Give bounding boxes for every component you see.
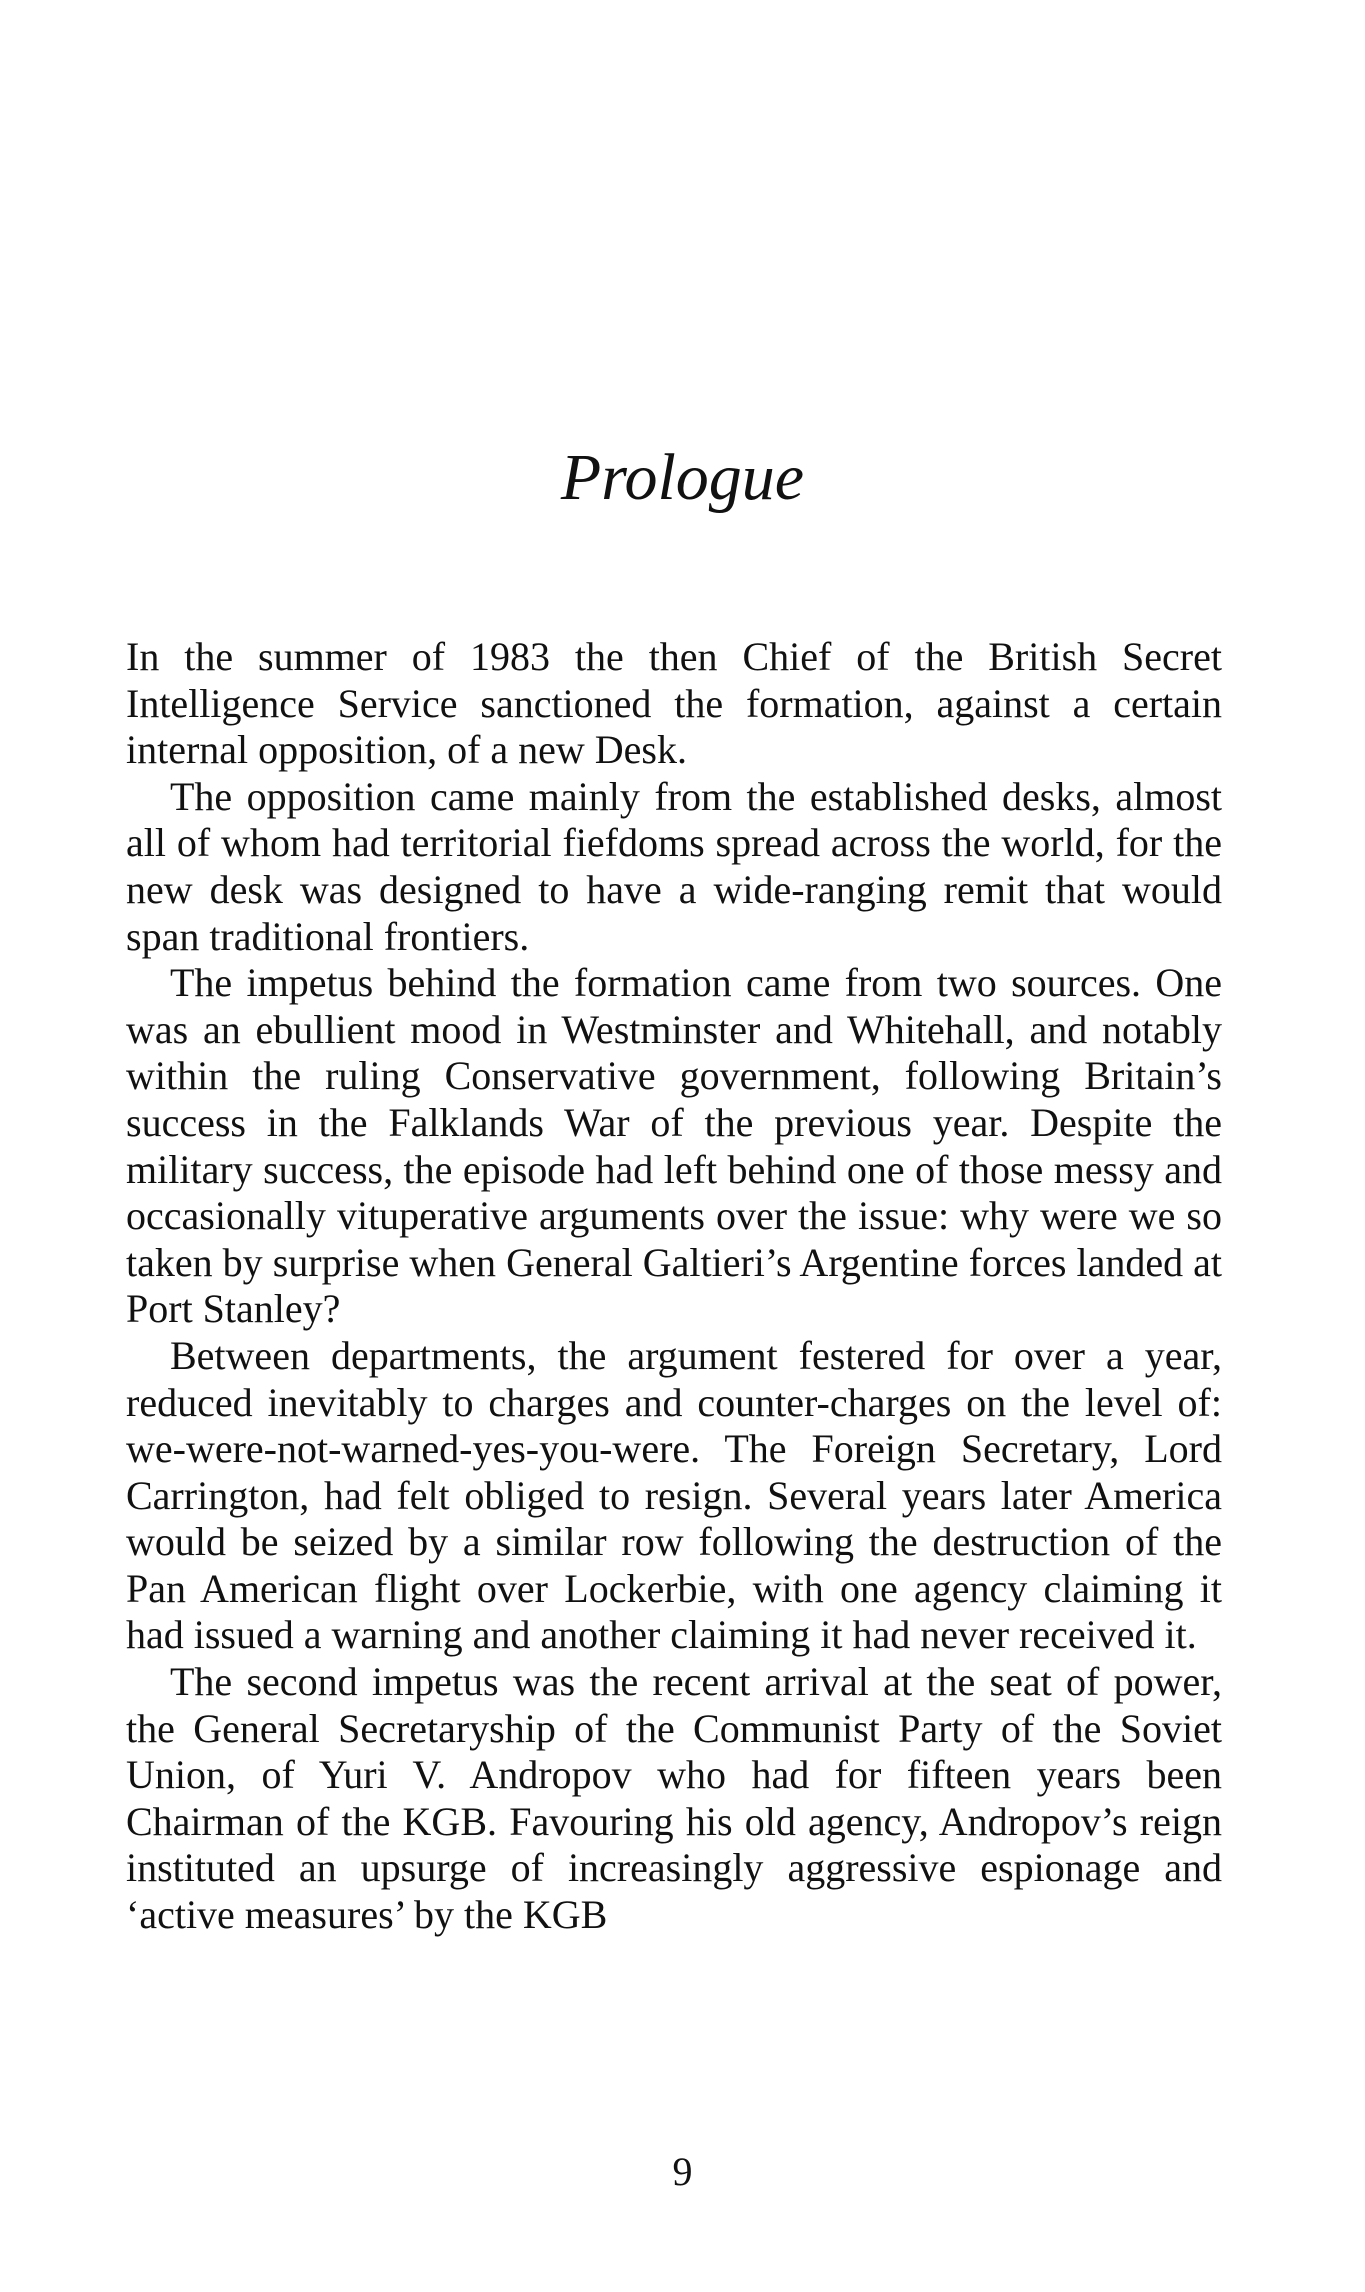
chapter-title: Prologue [560,441,805,514]
paragraph: The second impetus was the recent arrival at the seat of power, the General Secretaryship of the Communist Party of the Soviet Union, of Yuri V. Andropov who had for fifteen years been Chairman of the KGB. Favouring his old agency, Andropov’s reign instituted an upsurge of increasingly aggressive espionage and ‘active measures’ by the KGB [126,1659,1222,1938]
paragraph: The impetus behind the formation came from two sources. One was an ebullient mood in Westminster and Whitehall, and notably within the ruling Conservative government, following Britain’s success in the Falklands War of the previous year. Despite the military success, the episode had left behind one of those messy and occasionally vituperative arguments over the issue: why were we so taken by surprise when General Galtieri’s Argentine forces landed at Port Stanley? [126,960,1222,1332]
page-number: 9 [672,2149,693,2194]
body-text [126,634,1222,1939]
paragraph: In the summer of 1983 the then Chief of the British Secret Intelligence Service sanctioned the formation, against a certain internal opposition, of a new Desk. [126,634,1222,773]
paragraph: The opposition came mainly from the established desks, almost all of whom had territorial fiefdoms spread across the world, for the new desk was designed to have a wide-ranging remit that would span traditional frontiers. [126,773,1222,959]
paragraph: Between departments, the argument festered for over a year, reduced inevitably to charges and counter-charges on the level of: we-were-not-warned-yes-you-were. The Foreign Secretary, Lord Carrington, had felt obliged to resign. Several years later America would be seized by a similar row following the destruction of the Pan American flight over Lockerbie, with one agency claiming it had issued a warning and another claiming it had never received it. [126,1332,1222,1658]
